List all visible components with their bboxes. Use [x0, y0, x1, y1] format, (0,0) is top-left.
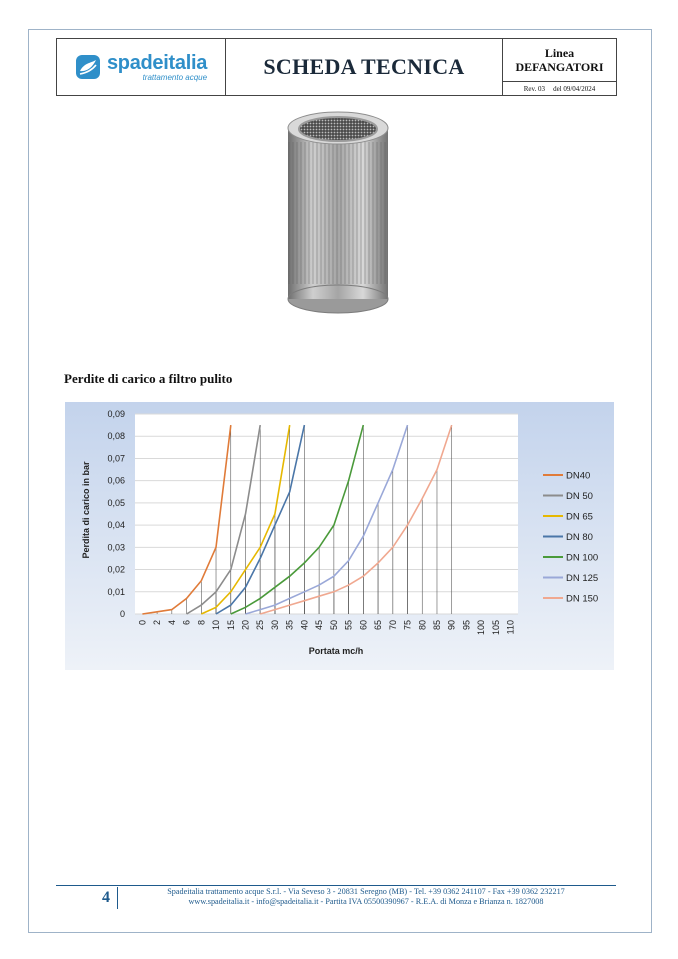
y-tick-label: 0,02 — [107, 564, 125, 575]
x-tick-label: 100 — [476, 620, 487, 636]
product-line-cell — [503, 39, 616, 95]
y-tick-label: 0 — [119, 609, 125, 619]
y-tick-label: 0,01 — [107, 586, 125, 597]
x-tick-label: 20 — [240, 620, 251, 631]
water-drop-logo-icon — [75, 54, 101, 80]
x-tick-label: 45 — [314, 620, 325, 631]
x-tick-label: 70 — [387, 620, 398, 631]
logo-cell — [57, 39, 226, 95]
logo-name: spadeitalia — [106, 51, 208, 74]
page-number-separator — [117, 887, 118, 909]
legend-label: DN 125 — [566, 573, 599, 584]
x-tick-label: 8 — [196, 620, 207, 626]
legend-label: DN 80 — [566, 532, 593, 543]
x-tick-label: 0 — [137, 620, 148, 626]
x-tick-label: 50 — [328, 620, 339, 631]
x-tick-label: 105 — [490, 620, 501, 636]
page-number: 4 — [102, 889, 110, 906]
x-tick-label: 35 — [284, 620, 295, 631]
y-tick-label: 0,07 — [107, 453, 125, 464]
logo-subtitle: trattamento acque — [142, 72, 208, 82]
x-tick-label: 85 — [431, 620, 442, 631]
revision-date: del 09/04/2024 — [553, 84, 596, 93]
legend-label: DN40 — [566, 470, 591, 482]
footer-line-2: www.spadeitalia.it - info@spadeitalia.it - Partita IVA 05500390967 - R.E.A. di Monza e Brianza n. 1827008 — [188, 897, 544, 906]
y-tick-label: 0,03 — [107, 542, 125, 553]
x-tick-label: 110 — [505, 620, 516, 635]
y-tick-label: 0,06 — [107, 475, 125, 486]
footer-company-info — [126, 887, 606, 907]
footer-line-1: Spadeitalia trattamento acque S.r.l. - Via Seveso 3 - 20831 Seregno (MB) - Tel. +39 0362 241107 - Fax +39 0362 232217 — [167, 887, 565, 896]
plot-area — [135, 414, 518, 614]
x-tick-label: 40 — [299, 620, 310, 631]
revision: Rev. 03 — [523, 84, 546, 93]
y-tick-label: 0,09 — [107, 409, 125, 419]
x-tick-label: 60 — [358, 620, 369, 631]
company-logo — [75, 53, 207, 82]
y-tick-label: 0,05 — [107, 497, 125, 508]
footer-divider — [56, 885, 616, 886]
y-tick-label: 0,08 — [107, 431, 125, 442]
legend-label: DN 65 — [566, 511, 593, 523]
x-tick-label: 6 — [181, 620, 192, 626]
document-title: SCHEDA TECNICA — [263, 54, 465, 79]
document-header — [56, 38, 617, 96]
x-tick-label: 80 — [417, 620, 428, 631]
pressure-drop-chart — [65, 402, 614, 670]
y-axis-label: Perdita di carico in bar — [81, 461, 91, 559]
x-tick-label: 15 — [225, 620, 236, 631]
x-tick-label: 2 — [152, 620, 163, 626]
x-tick-label: 4 — [166, 620, 177, 626]
section-title: Perdite di carico a filtro pulito — [64, 371, 233, 386]
x-tick-label: 10 — [211, 620, 222, 631]
x-tick-label: 30 — [269, 620, 280, 631]
x-tick-label: 75 — [402, 620, 413, 631]
legend-label: DN 150 — [566, 593, 599, 605]
y-tick-label: 0,04 — [107, 520, 125, 531]
filter-cartridge-image — [276, 104, 400, 320]
x-tick-label: 95 — [461, 620, 472, 631]
x-axis-label: Portata mc/h — [308, 646, 364, 656]
line-label: Linea — [544, 46, 575, 60]
title-cell — [226, 39, 503, 95]
legend-label: DN 100 — [566, 552, 599, 564]
x-tick-label: 25 — [255, 620, 266, 631]
line-name: DEFANGATORI — [515, 60, 604, 74]
legend-label: DN 50 — [566, 491, 593, 502]
x-tick-label: 55 — [343, 620, 354, 631]
x-tick-label: 65 — [373, 620, 384, 631]
x-tick-label: 90 — [446, 620, 457, 631]
